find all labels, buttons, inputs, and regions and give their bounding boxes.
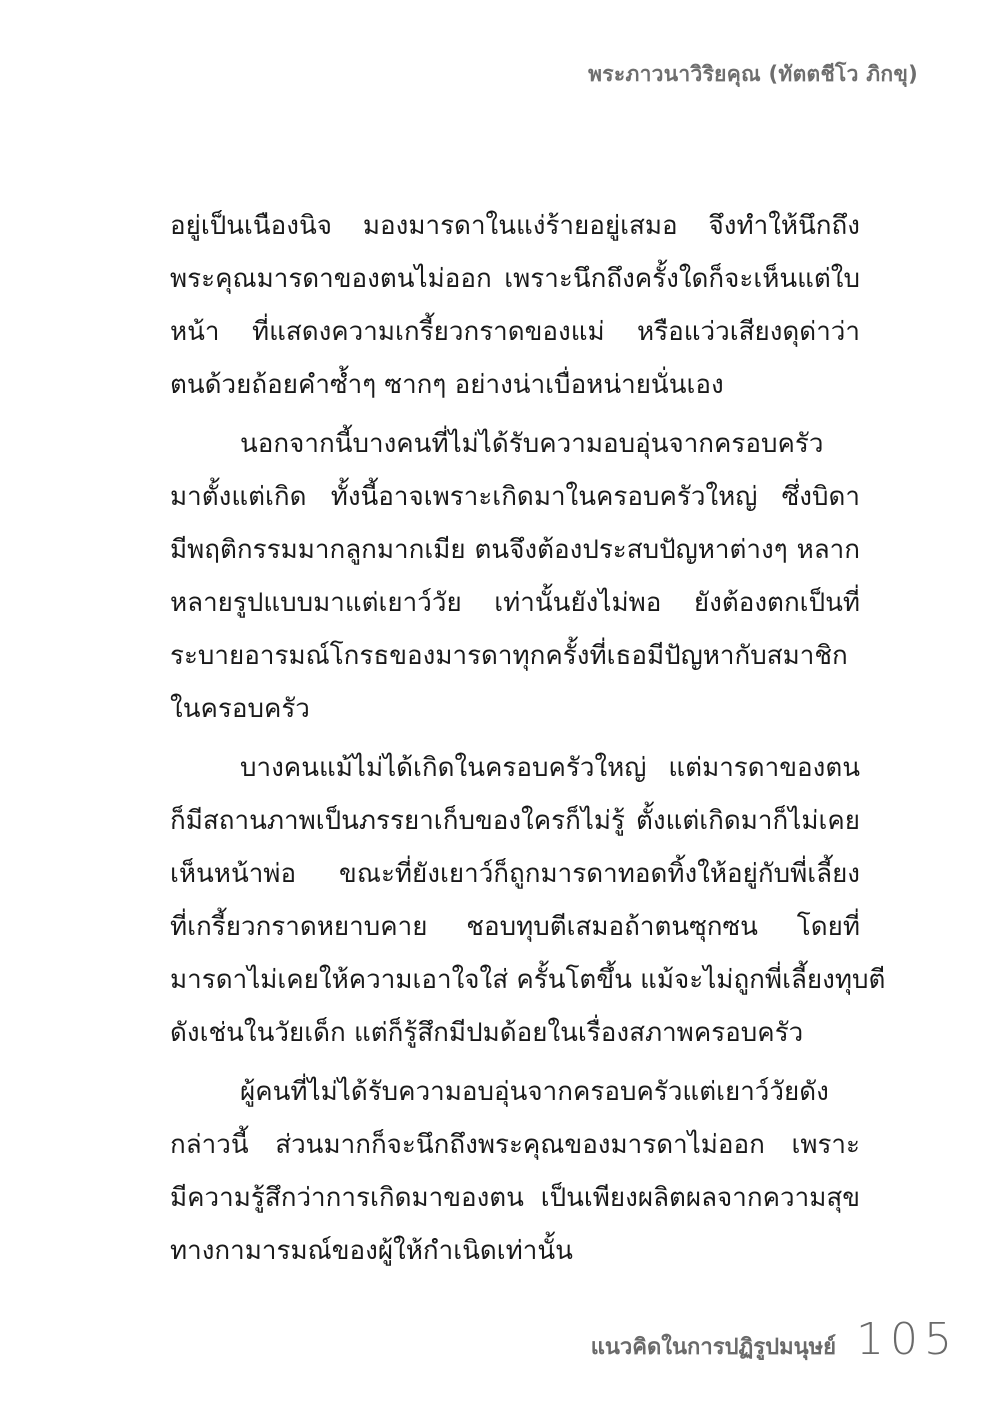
paragraph-3 bbox=[170, 742, 886, 1060]
body-text bbox=[170, 200, 886, 1284]
text-line: มีความรู้สึกว่าการเกิดมาของตน เป็นเพียงผลิตผลจากความสุข bbox=[170, 1183, 860, 1213]
text-line: มาตั้งแต่เกิด ทั้งนี้อาจเพราะเกิดมาในครอบครัวใหญ่ ซึ่งบิดา bbox=[170, 482, 860, 512]
paragraph-4 bbox=[170, 1066, 860, 1278]
text-line: ระบายอารมณ์โกรธของมารดาทุกครั้งที่เธอมีปัญหากับสมาชิก bbox=[170, 641, 848, 671]
text-line: บางคนแม้ไม่ได้เกิดในครอบครัวใหญ่ แต่มารดาของตน bbox=[240, 753, 860, 783]
running-header-author: พระภาวนาวิริยคุณ (ทัตตชีโว ภิกขุ) bbox=[588, 62, 918, 86]
page-number: 105 bbox=[856, 1314, 958, 1365]
text-line: นอกจากนี้บางคนที่ไม่ได้รับความอบอุ่นจากครอบครัว bbox=[240, 429, 824, 459]
text-line: ก็มีสถานภาพเป็นภรรยาเก็บของใครก็ไม่รู้ ตั้งแต่เกิดมาก็ไม่เคย bbox=[170, 806, 860, 836]
text-line: กล่าวนี้ ส่วนมากก็จะนึกถึงพระคุณของมารดาไม่ออก เพราะ bbox=[170, 1130, 860, 1160]
text-line: หน้า ที่แสดงความเกรี้ยวกราดของแม่ หรือแว่วเสียงดุด่าว่า bbox=[170, 317, 860, 347]
text-line: ทางกามารมณ์ของผู้ให้กำเนิดเท่านั้น bbox=[170, 1236, 573, 1266]
text-line: พระคุณมารดาของตนไม่ออก เพราะนึกถึงครั้งใดก็จะเห็นแต่ใบ bbox=[170, 264, 860, 294]
running-footer-book-title: แนวคิดในการปฏิรูปมนุษย์ bbox=[590, 1335, 837, 1360]
text-line: หลายรูปแบบมาแต่เยาว์วัย เท่านั้นยังไม่พอ ยังต้องตกเป็นที่ bbox=[170, 588, 860, 618]
text-line: อยู่เป็นเนืองนิจ มองมารดาในแง่ร้ายอยู่เสมอ จึงทำให้นึกถึง bbox=[170, 211, 860, 241]
paragraph-2 bbox=[170, 418, 860, 736]
text-line: มีพฤติกรรมมากลูกมากเมีย ตนจึงต้องประสบปัญหาต่างๆ หลาก bbox=[170, 535, 860, 565]
text-line: ตนด้วยถ้อยคำซ้ำๆ ซากๆ อย่างน่าเบื่อหน่ายนั่นเอง bbox=[170, 370, 724, 400]
text-line: ดังเช่นในวัยเด็ก แต่ก็รู้สึกมีปมด้อยในเรื่องสภาพครอบครัว bbox=[170, 1018, 804, 1048]
text-line: ผู้คนที่ไม่ได้รับความอบอุ่นจากครอบครัวแต่เยาว์วัยดัง bbox=[240, 1077, 829, 1107]
text-line: เห็นหน้าพ่อ ขณะที่ยังเยาว์ก็ถูกมารดาทอดทิ้งให้อยู่กับพี่เลี้ยง bbox=[170, 859, 860, 889]
text-line: ที่เกรี้ยวกราดหยาบคาย ชอบทุบตีเสมอถ้าตนซุกซน โดยที่ bbox=[170, 912, 860, 942]
text-line: ในครอบครัว bbox=[170, 694, 310, 724]
paragraph-1 bbox=[170, 200, 860, 412]
page-footer bbox=[591, 1314, 958, 1365]
text-line: มารดาไม่เคยให้ความเอาใจใส่ ครั้นโตขึ้น แม้จะไม่ถูกพี่เลี้ยงทุบตี bbox=[170, 965, 886, 995]
